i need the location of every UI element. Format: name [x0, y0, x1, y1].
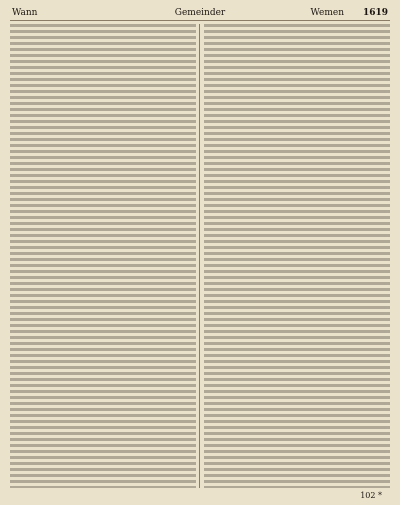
- text-column-right: [204, 24, 390, 488]
- header-middle-word: Gemeinder: [174, 8, 226, 18]
- page-footer: [10, 490, 390, 502]
- header-right-word: Wemen: [310, 8, 344, 18]
- running-header: [10, 6, 390, 21]
- signature-mark: 102 *: [360, 491, 382, 500]
- text-column-left: [10, 24, 196, 488]
- page-number: 1619: [362, 8, 388, 18]
- header-left-word: Wann: [12, 8, 38, 18]
- column-divider: [199, 24, 200, 488]
